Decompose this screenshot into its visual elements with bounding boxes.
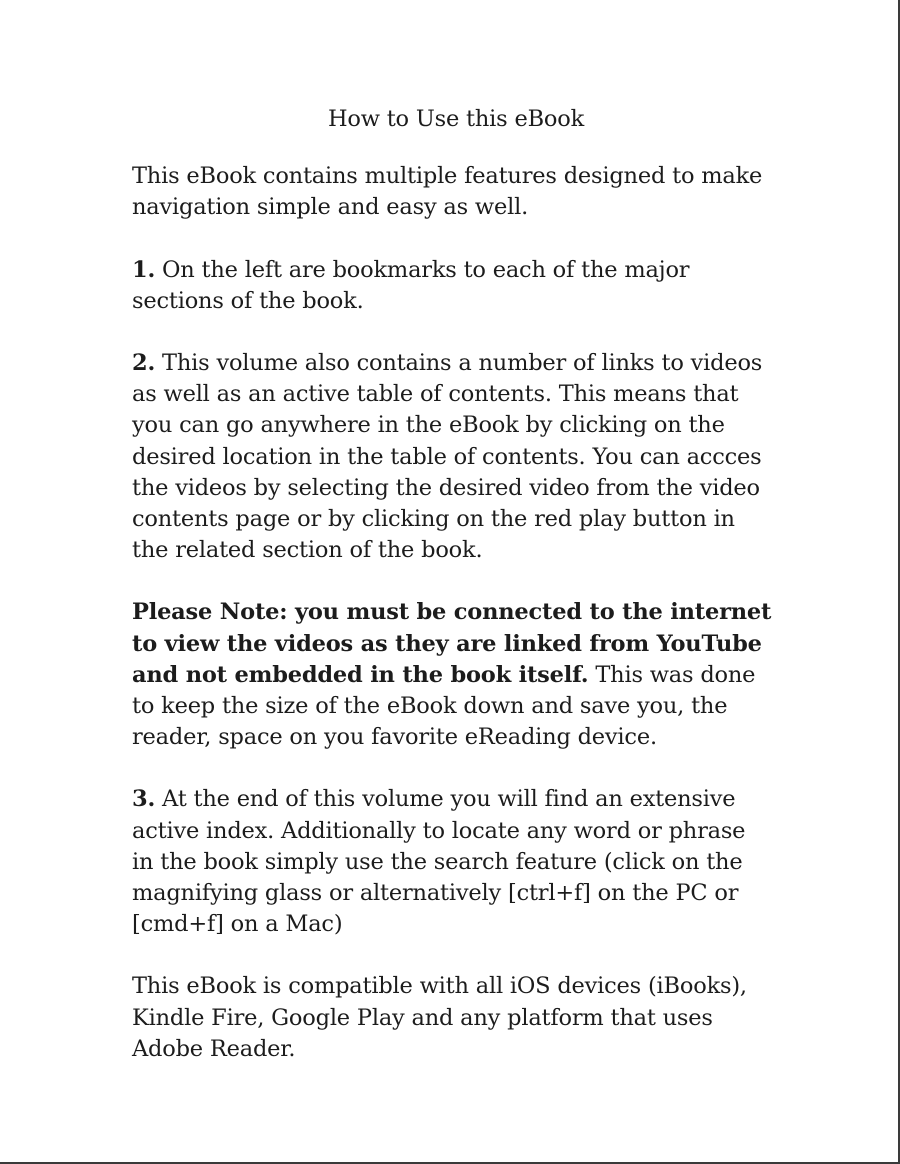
item-2-number: 2. (132, 350, 156, 377)
item-3-paragraph (132, 784, 772, 940)
page-title: How to Use this eBook (327, 106, 585, 132)
note-paragraph (132, 597, 772, 753)
compatibility-paragraph: This eBook is compatible with all iOS devices (iBooks), Kindle Fire, Google Play and any platform that uses Adobe Reader. (132, 973, 747, 1062)
item-2-text: This volume also contains a number of links to videos as well as an active table of contents. This means that you can go anywhere in the eBook by clicking on the desired location in the table of contents. You can accces the videos by selecting the desired video from the video contents page or by clicking on the red play button in the related section of the book. (132, 350, 763, 564)
item-1-paragraph (132, 255, 772, 317)
item-2-paragraph (132, 348, 772, 566)
note-text: This was done to keep the size of the eBook down and save you, the reader, space on you favorite eReading device. (132, 661, 756, 751)
item-3-number: 3. (132, 786, 156, 813)
item-3-text: At the end of this volume you will find an extensive active index. Additionally to locate any word or phrase in the book simply use the search feature (click on the magnifying glass or alternatively [ctrl+f] on the PC or [cmd+f] on a Mac) (132, 786, 746, 938)
intro-paragraph: This eBook contains multiple features designed to make navigation simple and easy as well. (132, 163, 763, 221)
document-body (132, 104, 772, 1096)
item-1-number: 1. (132, 256, 156, 283)
item-1-text: On the left are bookmarks to each of the major sections of the book. (132, 256, 690, 314)
note-bold-text: Please Note: you must be connected to the internet to view the videos as they are linked from YouTube and not embedded in the book itself. (132, 599, 772, 688)
